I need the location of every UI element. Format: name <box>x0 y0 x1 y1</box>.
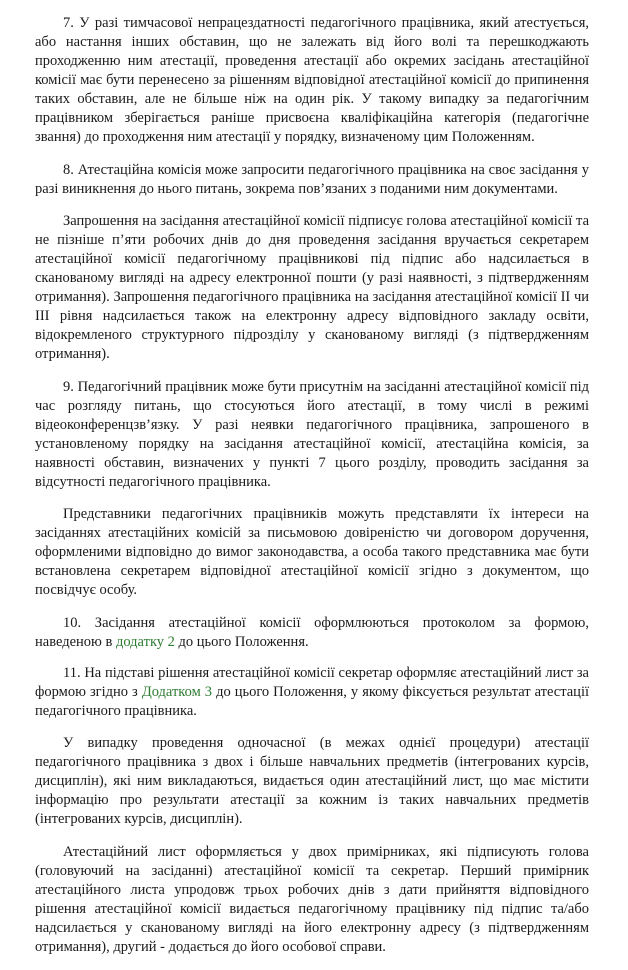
appendix-3-link[interactable]: Додатком 3 <box>141 683 213 700</box>
paragraph-10-text-before: 10. Засідання атестаційної комісії оформлюються протоколом за формою, наведеною в <box>35 614 589 650</box>
paragraph-10 <box>35 614 589 652</box>
paragraph-8-invitation: Запрошення на засідання атестаційної комісії підписує голова атестаційної комісії та не пізніше п’яти робочих днів до дня проведення засідання вручається секретарем атестаційної комісії педагогічному працівникові під підпис або надсилається в сканованому вигляді на адресу електронної пошти (у разі наявності, з підтвердженням отримання). Запрошення педагогічного працівника на засідання атестаційної комісії II чи III рівня надсилається також на електронну адресу відповідного закладу освіти, відокремленого структурного підрозділу у сканованому вигляді (з підтвердженням отримання). <box>35 213 589 362</box>
paragraph-7: 7. У разі тимчасової непрацездатності педагогічного працівника, який атестується, або настання інших обставин, що не залежать від його волі та перешкоджають проходженню ним атестації, проведення атестації або окремих засідань атестаційної комісії має бути перенесено за рішенням відповідної атестаційної комісії до припинення таких обставин, але не більше ніж на один рік. У такому випадку за педагогічним працівником зберігається раніше присвоєна кваліфікаційна категорія (педагогічне звання) до проходження ним атестації у порядку, визначеному цим Положенням. <box>35 15 589 145</box>
appendix-2-link[interactable]: додатку 2 <box>115 633 175 650</box>
paragraph-11-text-before: 11. На підставі рішення атестаційної комісії секретар оформляє атестаційний лист за формою згідно з <box>35 664 589 700</box>
paragraph-9: 9. Педагогічний працівник може бути присутнім на засіданні атестаційної комісії під час розгляду питань, що стосуються його атестації, в тому числі в режимі відеоконференцзв’язку. У разі неявки педагогічного працівника, запрошеного в установленому порядку на засідання атестаційної комісії, атестаційна комісія, за наявності обставин, визначених у пункті 7 цього розділу, проводить засідання за відсутності педагогічного працівника. <box>35 378 589 490</box>
paragraph-11-text-after: до цього Положення, у якому фіксується результат атестації педагогічного працівника. <box>35 683 589 719</box>
paragraph-11-multiple-subjects: У випадку проведення одночасної (в межах однієї процедури) атестації педагогічного працівника з двох і більше навчальних предметів (інтегрованих курсів, дисциплін), які ним викладаються, видається один атестаційний лист, що має містити інформацію про результати атестації за кожним із таких навчальних предметів (інтегрованих курсів, дисциплін). <box>35 735 589 827</box>
document-body <box>35 14 589 970</box>
paragraph-9-representatives: Представники педагогічних працівників можуть представляти їх інтереси на засіданнях атестаційних комісій за письмовою довіреністю чи договором доручення, оформленими відповідно до вимог законодавства, а особа такого представника має бути встановлена секретарем відповідної атестаційної комісії згідно з документом, що посвідчує особу. <box>35 506 589 598</box>
paragraph-8: 8. Атестаційна комісія може запросити педагогічного працівника на своє засідання у разі виникнення до нього питань, зокрема пов’язаних з поданими ним документами. <box>35 161 589 197</box>
paragraph-11 <box>35 664 589 721</box>
paragraph-10-text-after: до цього Положення. <box>174 633 309 650</box>
paragraph-11-copies: Атестаційний лист оформляється у двох примірниках, які підписують голова (головуючий на засіданні) атестаційної комісії та секретар. Перший примірник атестаційного листа упродовж трьох робочих днів з дати прийняття відповідного рішення атестаційної комісії видається педагогічному працівнику під підпис та/або надсилається у сканованому вигляді на його електронну адресу (з підтвердженням отримання), другий - додається до його особової справи. <box>35 843 589 955</box>
